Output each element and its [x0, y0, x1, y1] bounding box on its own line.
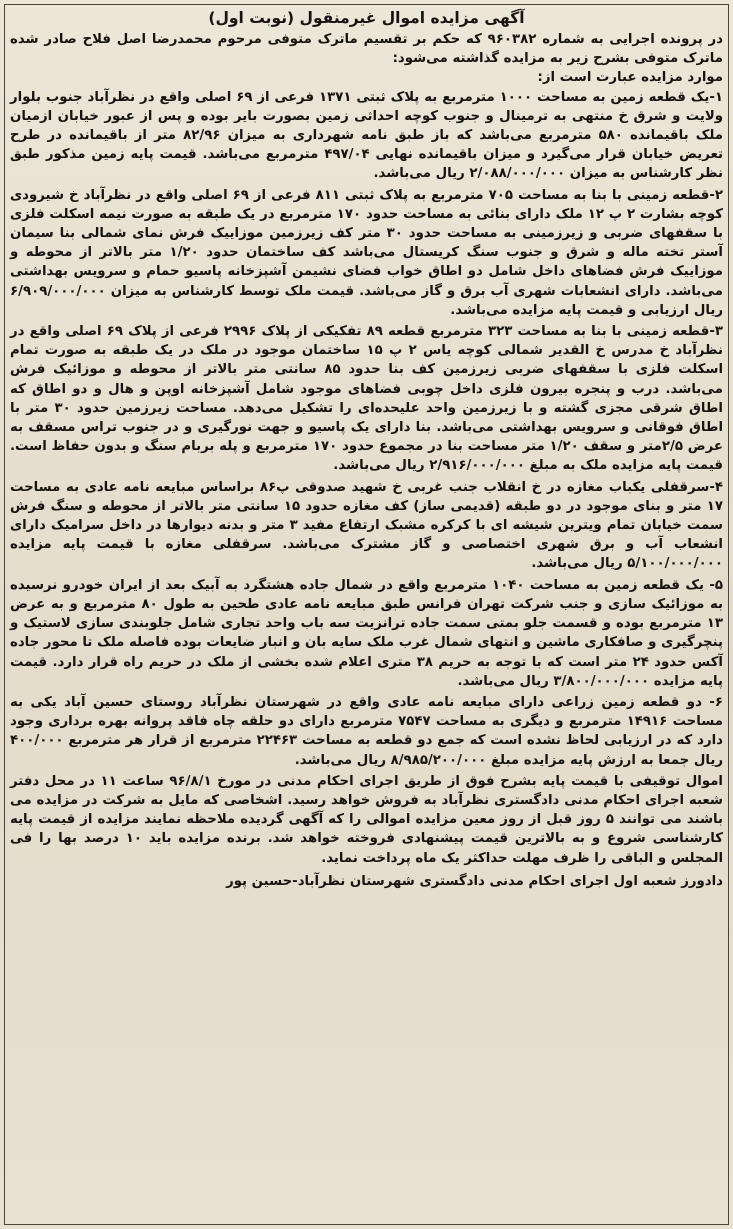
item-2: ۲-قطعه زمینی با بنا به مساحت ۷۰۵ مترمربع به پلاک ثبتی ۸۱۱ فرعی از ۶۹ اصلی واقع در نظرآباد خ شیرودی کوچه بشارت ۲ پ ۱۲ ملک دارای بنائی به مساحت حدود ۱۷۰ مترمربع در یک طبقه به صورت نیمه اسکلت فلزی با سقفهای ضربی و زیرزمینی به مساحت حدود ۳۰ متر کف زیرزمین موزاییک فرش نمای شمالی بنا سیمان آستر تخته ماله و شرق و جنوب سنگ کریستال می‌باشد کف ساختمان حدود ۱/۲۰ متر بالاتر از محوطه و موزاییک فرش فضاهای داخل شامل دو اطاق خواب فضای نشیمن آشپزخانه پاسیو حمام و سرویس بهداشتی می‌باشد. دارای انشعابات شهری آب برق و گاز می‌باشد. قیمت ملک توسط کارشناس به میزان ۶/۹۰۹/۰۰۰/۰۰۰ ریال ارزیابی و قیمت پایه مزایده می‌باشد.: [10, 187, 724, 318]
items-heading: موارد مزایده عبارت است از:: [537, 70, 723, 86]
item-6: ۶- دو قطعه زمین زراعی دارای مبایعه نامه عادی واقع در شهرستان نظرآباد روستای حسین آباد یکی به مساحت ۱۴۹۱۶ مترمربع و دیگری به مساحت ۷۵۴۷ مترمربع دارای دو حلقه چاه فاقد پروانه بهره برداری وجود دارد که در ارزیابی لحاظ نشده است که جمع دو قطعه به مساحت ۲۲۴۶۳ مترمربع از قرار هر مترمربع ۴۰۰/۰۰۰ ریال جمعا به ارزش پایه مزایده مبلغ ۸/۹۸۵/۲۰۰/۰۰۰ ریال می‌باشد.: [10, 694, 724, 768]
notice-intro: در پرونده اجرایی به شماره ۹۶۰۳۸۲ که حکم بر تقسیم ماترک متوفی مرحوم محمدرضا اصل فلاح صادر شده ماترک متوفی بشرح زیر به مزایده گذاشته می‌شود:: [10, 32, 724, 67]
item-5: ۵- یک قطعه زمین به مساحت ۱۰۴۰ مترمربع واقع در شمال جاده هشتگرد به آبیک بعد از ایران خودرو نرسیده به موزائیک سازی و جنب شرکت تهران فرانس طبق مبایعه نامه عادی طحین به طول ۸۰ مترمربع و به عرض ۱۳ مترمربع بوده و قسمت جلو بمتی سمت جاده ترانزیت سه باب واحد تجاری شامل جلوبندی سازی لاستیک و پنچرگیری و صافکاری ماشین و انتهای شمال غرب ملک سایه بان و انبار ضایعات بوده فاصله ملک تا محور جاده آکس حدود ۲۴ متر است که با توجه به حریم ۳۸ متری اعلام شده بخشی از ملک در حریم راه قرار دارد. قیمت پایه مزایده ۳/۸۰۰/۰۰۰/۰۰۰ ریال می‌باشد.: [10, 577, 724, 689]
signature: دادورز شعبه اول اجرای احکام مدنی دادگستری شهرستان نظرآباد-حسین پور: [226, 873, 723, 889]
item-1: ۱-یک قطعه زمین به مساحت ۱۰۰۰ مترمربع به پلاک ثبتی ۱۳۷۱ فرعی از ۶۹ اصلی واقع در نظرآباد جنوب بلوار ولایت و شرق خ منتهی به ترمینال و جنوب کوچه احداثی زمین بصورت بایر بوده و پس از عبور خیابان ازمیان ملک باقیمانده ۵۸۰ مترمربع می‌باشد که باز طبق نامه شهرداری به میزان ۸۲/۹۶ متر از باقیمانده در طرح تعریض خیابان قرار می‌گیرد و میزان باقیمانده نهایی ۴۹۷/۰۴ مترمربع می‌باشد. قیمت پایه زمین مذکور طبق نظر کارشناس به میزان ۲/۰۸۸/۰۰۰/۰۰۰ ریال می‌باشد.: [10, 89, 724, 182]
notice-title: آگهی مزایده اموال غیرمنقول (نوبت اول): [208, 9, 525, 27]
closing-paragraph: اموال توقیفی با قیمت پایه بشرح فوق از طریق اجرای احکام مدنی در مورخ ۹۶/۸/۱ ساعت ۱۱ در محل دفتر شعبه اجرای احکام مدنی دادگستری نظرآباد به فروش خواهد رسید. اشخاصی که مایل به شرکت در مزایده می باشند می توانند ۵ روز قبل از روز معین مزایده اموالی را که آگهی گردیده ملاحظه نمایند مزایده از قیمت پایه کارشناسی شروع و به بالاترین قیمت پیشنهادی فروخته خواهد شد. برنده مزایده باید ۱۰ درصد بها را فی المجلس و الباقی را ظرف مهلت حداکثر یک ماه پرداخت نماید.: [10, 773, 723, 866]
item-3: ۳-قطعه زمینی با بنا به مساحت ۳۲۳ مترمربع قطعه ۸۹ تفکیکی از پلاک ۲۹۹۶ فرعی از پلاک ۶۹ اصلی واقع در نظرآباد خ مدرس خ القدیر شمالی کوچه یاس ۲ پ ۱۵ ساختمان موجود در ملک در یک طبقه به صورت تمام اسکلت فلزی با سقفهای ضربی زیرزمین کف بنا حدود ۸۵ سانتی متر بالاتر از محوطه و موزائیک فرش می‌باشد. درب و پنجره بیرون فلزی داخل چوبی فضاهای موجود شامل آشپزخانه اوپن و هال و دو اطاق که اطاق شرقی مجزی گشته و با زیرزمین واحد علیحده‌ای را تشکیل می‌دهد. مساحت زیرزمین حدود ۳۰ متر با اطاق فوقانی و سرویس بهداشتی می‌باشد. بنا دارای یک پاسیو و جهت نورگیری و در جنوب تراس مسقف به عرض ۲/۵متر و سقف ۱/۲۰ متر مساحت بنا در مجموع حدود ۱۷۰ مترمربع و پله بربام سنگ و بدون حفاظ است. قیمت پایه مزایده ملک به مبلغ ۲/۹۱۶/۰۰۰/۰۰۰ ریال می‌باشد.: [10, 324, 723, 474]
item-4: ۴-سرقفلی یکباب مغازه در خ انقلاب جنب غربی خ شهید صدوقی پ۸۶ براساس مبایعه نامه عادی به مساحت ۱۷ متر و بنای موجود در دو طبقه (قدیمی ساز) کف مغازه حدود ۱۵ سانتی متر بالاتر از محوطه و سنگ فرش سمت خیابان تمام ویترین شیشه ای با کرکره مشبک ارتفاع مفید ۳ متر و بدنه دیوارها در داخل سرامیک دارای انشعاب آب و برق شهری اختصاصی و گاز مشترک می‌باشد. سرقفلی مغازه با قیمت پایه مزایده ۵/۱۰۰/۰۰۰/۰۰۰ ریال می‌باشد.: [10, 479, 723, 572]
